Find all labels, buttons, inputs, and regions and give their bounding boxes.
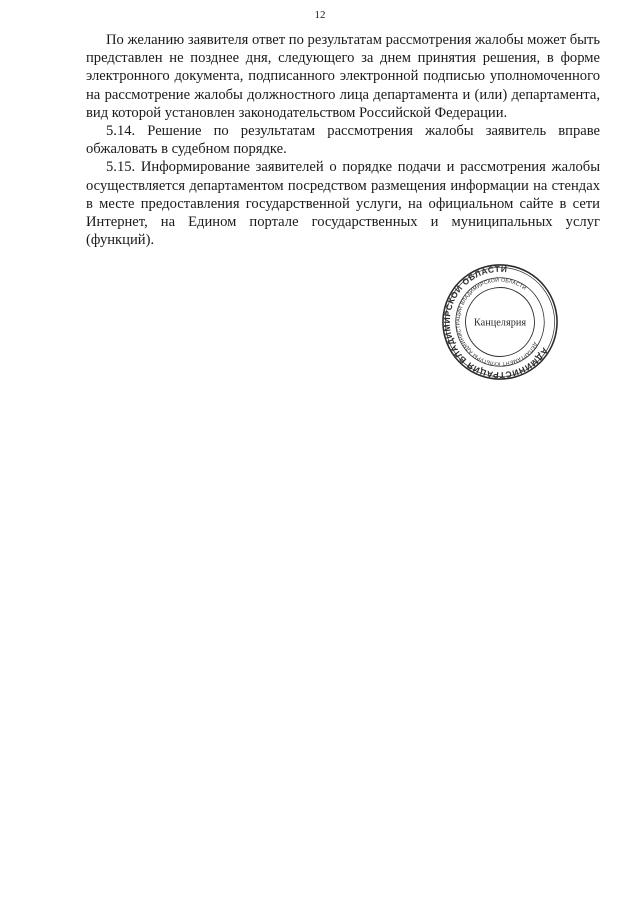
paragraph-electronic-response: По желанию заявителя ответ по результатам рассмотрения жалобы может быть представлен не позднее дня, следующего за днем принятия решения, в форме электронного документа, подписанного электронной подписью уполномоченного на рассмотрение жалобы должностного лица департамента и (или) департамента, вид которой установлен законодательством Российской Федерации. [86,32,600,121]
seal-inner-text: ДЕПАРТАМЕНТ КУЛЬТУРЫ АДМИНИСТРАЦИИ ВЛАДИМИРСКОЙ ОБЛАСТИ [455,277,539,367]
paragraph-5-15: 5.15. Информирование заявителей о порядке подачи и рассмотрения жалобы осуществляется департаментом посредством размещения информации на стендах в месте предоставления государственной услуги, на официальном сайте в сети Интернет, на Едином портале государственных и муниципальных услуг (функций). [86,159,600,249]
page-number: 12 [314,9,326,21]
office-seal-stamp [441,263,559,381]
document-body [86,31,600,249]
seal-center-label: Канцелярия [473,317,527,329]
seal-outer-text: АДМИНИСТРАЦИЯ ВЛАДИМИРСКОЙ ОБЛАСТИ [441,263,551,381]
paragraph-5-14: 5.14. Решение по результатам рассмотрения жалобы заявитель вправе обжаловать в судебном порядке. [86,123,600,158]
